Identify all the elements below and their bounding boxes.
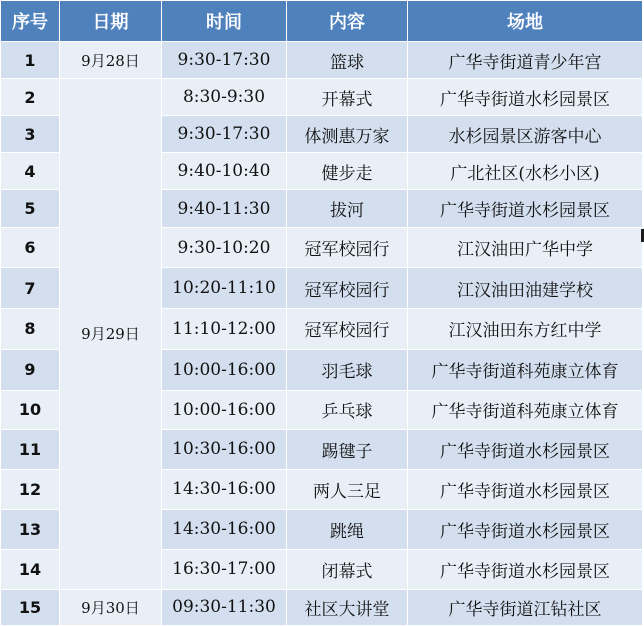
row-venue: 广华寺街道水杉园景区	[408, 190, 643, 228]
row-content: 冠军校园行	[287, 268, 408, 309]
row-time: 8:30-9:30	[162, 79, 287, 116]
row-time: 16:30-17:00	[162, 549, 287, 589]
row-venue: 江汉油田油建学校	[408, 268, 643, 309]
row-content: 踢毽子	[287, 429, 408, 469]
row-seq: 9	[1, 349, 60, 390]
row-time: 11:10-12:00	[162, 309, 287, 349]
row-venue: 广北社区(水杉小区)	[408, 153, 643, 190]
row-time: 10:00-16:00	[162, 349, 287, 390]
row-content: 冠军校园行	[287, 228, 408, 268]
row-date: 9月30日	[60, 589, 162, 625]
header-content: 内容	[287, 1, 408, 42]
row-content: 两人三足	[287, 469, 408, 509]
row-venue: 广华寺街道江钻社区	[408, 589, 643, 625]
header-seq: 序号	[1, 1, 60, 42]
table-row	[1, 79, 643, 116]
row-seq: 10	[1, 390, 60, 429]
row-time: 09:30-11:30	[162, 589, 287, 625]
row-time: 9:30-10:20	[162, 228, 287, 268]
row-seq: 13	[1, 509, 60, 549]
row-venue: 广华寺街道水杉园景区	[408, 509, 643, 549]
row-venue: 江汉油田广华中学	[408, 228, 643, 268]
row-seq: 15	[1, 589, 60, 625]
row-time: 9:40-10:40	[162, 153, 287, 190]
row-time: 14:30-16:00	[162, 509, 287, 549]
row-seq: 2	[1, 79, 60, 116]
row-content: 跳绳	[287, 509, 408, 549]
row-seq: 5	[1, 190, 60, 228]
table-row	[1, 589, 643, 625]
row-content: 羽毛球	[287, 349, 408, 390]
row-time: 14:30-16:00	[162, 469, 287, 509]
row-date: 9月28日	[60, 42, 162, 79]
row-content: 社区大讲堂	[287, 589, 408, 625]
header-row	[1, 1, 643, 42]
row-seq: 12	[1, 469, 60, 509]
row-seq: 7	[1, 268, 60, 309]
row-date: 9月29日	[60, 79, 162, 590]
row-venue: 广华寺街道青少年宫	[408, 42, 643, 79]
row-time: 9:30-17:30	[162, 42, 287, 79]
header-date: 日期	[60, 1, 162, 42]
row-content: 冠军校园行	[287, 309, 408, 349]
row-seq: 8	[1, 309, 60, 349]
row-content: 开幕式	[287, 79, 408, 116]
row-seq: 4	[1, 153, 60, 190]
row-venue: 广华寺街道水杉园景区	[408, 79, 643, 116]
row-venue: 水杉园景区游客中心	[408, 116, 643, 153]
row-seq: 1	[1, 42, 60, 79]
header-time: 时间	[162, 1, 287, 42]
header-venue: 场地	[408, 1, 643, 42]
row-content: 拔河	[287, 190, 408, 228]
row-venue: 广华寺街道水杉园景区	[408, 469, 643, 509]
row-time: 10:20-11:10	[162, 268, 287, 309]
row-content: 乒乓球	[287, 390, 408, 429]
row-venue: 广华寺街道科苑康立体育	[408, 349, 643, 390]
row-time: 9:40-11:30	[162, 190, 287, 228]
row-seq: 11	[1, 429, 60, 469]
row-content: 体测惠万家	[287, 116, 408, 153]
row-venue: 广华寺街道水杉园景区	[408, 429, 643, 469]
row-time: 10:30-16:00	[162, 429, 287, 469]
row-venue: 广华寺街道科苑康立体育	[408, 390, 643, 429]
row-time: 9:30-17:30	[162, 116, 287, 153]
row-venue: 江汉油田东方红中学	[408, 309, 643, 349]
row-content: 篮球	[287, 42, 408, 79]
row-content: 健步走	[287, 153, 408, 190]
row-venue: 广华寺街道水杉园景区	[408, 549, 643, 589]
table-row	[1, 42, 643, 79]
row-seq: 3	[1, 116, 60, 153]
row-seq: 14	[1, 549, 60, 589]
row-time: 10:00-16:00	[162, 390, 287, 429]
row-content: 闭幕式	[287, 549, 408, 589]
row-seq: 6	[1, 228, 60, 268]
